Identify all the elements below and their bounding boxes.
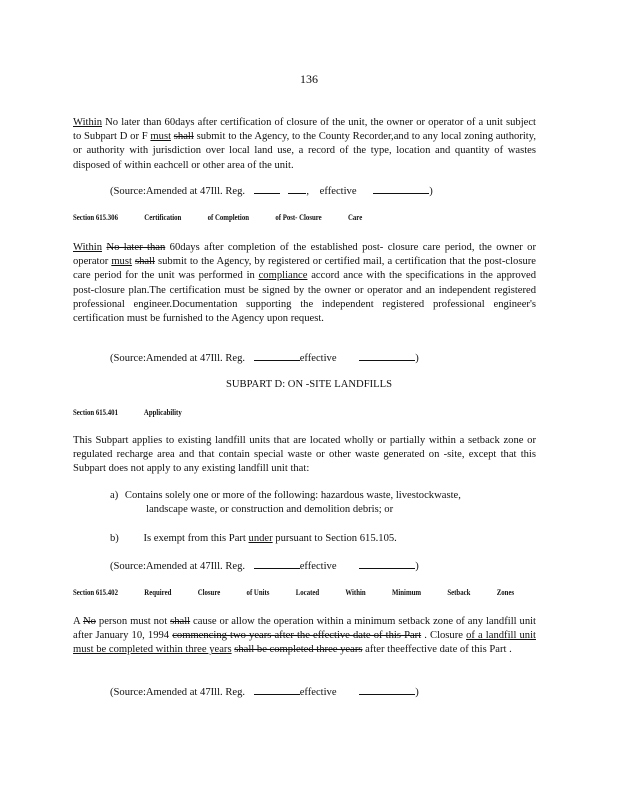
blank-reg-volume <box>254 351 300 361</box>
blank-reg-volume <box>254 685 300 695</box>
inserted-must: must <box>111 256 132 268</box>
deleted-closure-clause: shall be completed three years <box>234 644 363 656</box>
deleted-within: Within <box>73 117 102 128</box>
inserted-closure-clause: of a landfill unit must be completed within three years <box>73 630 536 656</box>
inserted-compliance: compliance <box>258 270 308 282</box>
blank-effective-date <box>373 184 429 194</box>
list-item-b: b) Is exempt from this Part under pursuant to Section 615.105. <box>110 533 397 544</box>
source-note-2: (Source:Amended at 47Ill. Reg. effective ) <box>110 353 419 364</box>
paragraph-closure-certification: Within No later than 60days after certification of closure of the unit, the owner or operator of a unit subject to Subpart D or F must shall submit to the Agency, to the County Recorder,and to any local zoning authority, or authority with jurisdiction over local land use, a record of the type, location and quantity of wastes disposed of within eachcell or other area of the unit. <box>73 117 537 171</box>
list-item-a-continued: landscape waste, or construction and demolition debris; or <box>146 504 394 515</box>
paragraph-required-closure: A No person must not shall cause or allow the operation within a minimum setback zone of any landfill unit after January 10, 1994 commencing two years after the effective date of this Part . Closure of a landfill unit must be completed within three years shall be completed three years after theeffective date of this Part . <box>73 616 537 656</box>
section-heading-615-402: Section 615.402 Required Closure of Units Located Within Minimum Setback Zones <box>73 588 515 597</box>
deleted-no-later-than: No later than <box>106 242 166 253</box>
blank-effective-date <box>359 685 415 695</box>
blank-reg-volume <box>254 184 280 194</box>
source-note-3: (Source:Amended at 47Ill. Reg. effective ) <box>110 561 419 572</box>
deleted-shall: shall <box>134 256 155 268</box>
inserted-must: must <box>150 131 172 143</box>
inserted-under: under <box>248 533 273 544</box>
section-heading-615-306: Section 615.306 Certification of Completion of Post- Closure Care <box>73 213 363 222</box>
section-heading-615-401: Section 615.401 Applicability <box>73 408 182 417</box>
deleted-no: No <box>83 616 96 627</box>
paragraph-post-closure-certification: Within No later than 60days after completion of the established post- closure care period, the owner or operator must shall submit to the Agency, by registered or certified mail, a certification that the post-closure care period for the unit was performed in compliance accord ance with the specifications in the approved post-closure plan.The certification must be signed by the owner or operator and an independent registered professional engineer.Documentation supporting the independent registered professional engineer's certification must be furnished to the Agency upon request. <box>73 242 536 325</box>
subpart-title: SUBPART D: ON -SITE LANDFILLS <box>226 379 392 390</box>
page-number: 136 <box>300 72 318 86</box>
deleted-shall: shall <box>170 616 191 627</box>
blank-reg-volume <box>254 559 300 569</box>
deleted-within: Within <box>73 242 102 253</box>
source-note-1: (Source:Amended at 47Ill. Reg. , effective ) <box>110 186 433 197</box>
blank-reg-page <box>288 184 306 194</box>
list-item-a: a) Contains solely one or more of the following: hazardous waste, livestockwaste, <box>110 490 461 501</box>
blank-effective-date <box>359 351 415 361</box>
blank-effective-date <box>359 559 415 569</box>
deleted-commencing-clause: commencing two years after the effective date of this Part <box>172 630 422 642</box>
source-note-4: (Source:Amended at 47Ill. Reg. effective ) <box>110 687 419 698</box>
paragraph-applicability: This Subpart applies to existing landfill units that are located wholly or partially within a setback zone or regulated recharge area and that contain special waste or other waste generated on -site, except that this Subpart does not apply to any existing landfill unit that: <box>73 435 536 475</box>
deleted-shall: shall <box>173 131 194 143</box>
